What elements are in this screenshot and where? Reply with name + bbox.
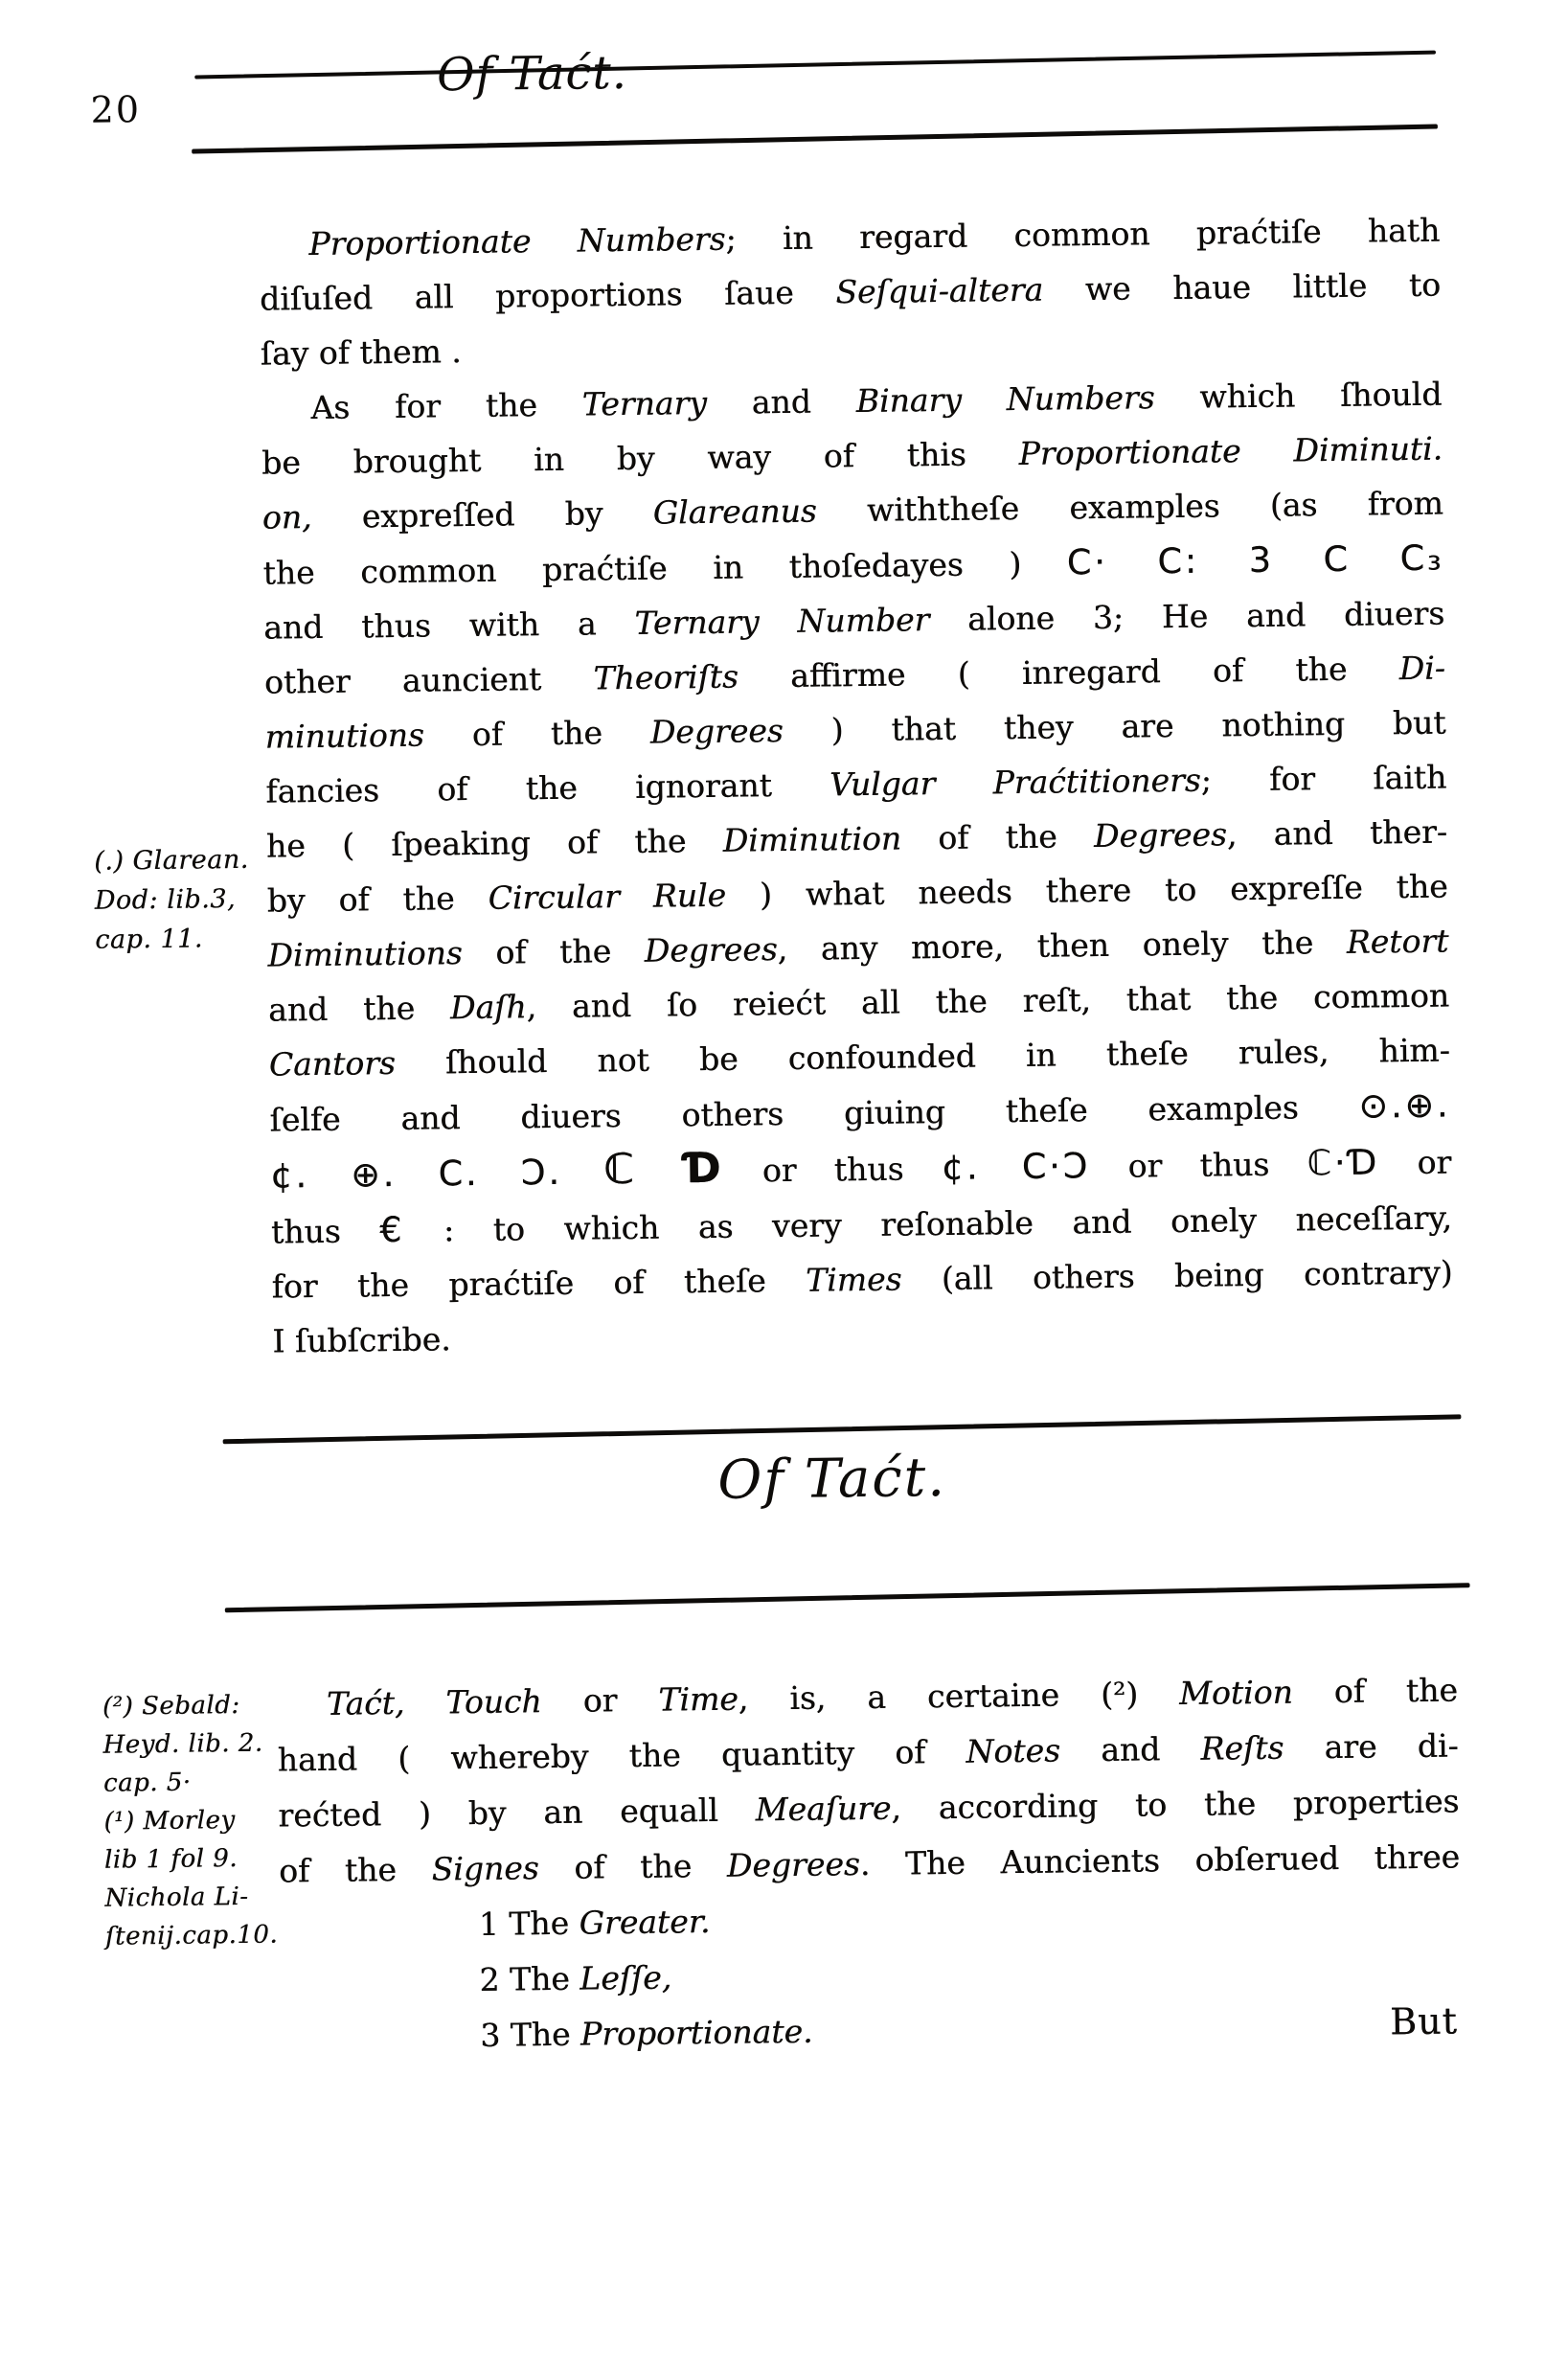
text-segment: , any more, then onely the — [777, 923, 1348, 969]
text-segment: Proportionate. — [579, 2012, 813, 2053]
text-segment: and — [1059, 1729, 1201, 1769]
margin-note-line: ſtenij.cap.10. — [104, 1920, 279, 1951]
text-segment: 2 The — [479, 1959, 580, 1998]
text-segment: he ( ſpeaking of the — [265, 821, 723, 865]
text-segment: Ternary Number — [634, 601, 930, 642]
text-segment: thus — [270, 1212, 380, 1251]
text-segment: and — [706, 382, 856, 422]
text-segment: Meaſure — [755, 1789, 892, 1829]
mensuration-symbols: ℂ Ɗ — [602, 1144, 725, 1195]
text-segment: minutions — [264, 716, 425, 756]
divider-rule-upper — [223, 1414, 1462, 1444]
catchword: But — [1389, 1999, 1459, 2043]
text-segment: Degrees — [644, 930, 778, 970]
text-segment: withtheſe examples (as from — [816, 484, 1444, 530]
text-segment: Degrees — [1093, 815, 1228, 856]
text-segment: alone 3; He and diuers — [929, 594, 1445, 639]
body-text-section-1 — [259, 203, 1454, 1369]
text-segment: Proportionate Numbers — [308, 219, 726, 263]
text-segment: ; in regard common praćtiſe hath — [725, 211, 1441, 258]
margin-note-line: Heyd. lib. 2. — [102, 1728, 263, 1760]
text-segment: or thus — [1089, 1145, 1307, 1186]
text-segment: Reſts — [1200, 1728, 1284, 1768]
text-segment: Times — [805, 1260, 902, 1299]
page-number: 20 — [90, 88, 142, 131]
margin-note-line: cap. 11. — [95, 924, 204, 955]
divider-rule-lower — [225, 1583, 1470, 1612]
text-segment: rećted ) by an equall — [278, 1791, 756, 1835]
text-segment: ; for ſaith — [1200, 758, 1447, 799]
text-segment: Signes — [431, 1849, 539, 1888]
text-segment: hand ( whereby the quantity of — [277, 1732, 966, 1779]
text-segment: ſay of them . — [260, 332, 462, 373]
text-segment: be brought in by way of this — [261, 434, 1019, 482]
text-segment: Diminution — [722, 819, 902, 859]
text-segment: ) that they are nothing but — [783, 703, 1446, 749]
text-segment: 1 The — [478, 1904, 579, 1943]
text-segment: which ſhould — [1154, 375, 1443, 417]
margin-note-line: lib 1 fol 9. — [103, 1844, 239, 1875]
text-segment: Glareanus — [652, 491, 817, 532]
text-segment: Notes — [966, 1731, 1061, 1770]
text-segment: ſelfe and diuers others giuing theſe examples — [269, 1087, 1359, 1139]
text-segment: Diminutions — [267, 934, 463, 974]
text-segment: Cantors — [268, 1043, 397, 1084]
text-segment: 3 The — [479, 2015, 581, 2054]
text-segment: Daſh — [449, 988, 527, 1027]
text-segment: ) what needs there to expreſſe the — [725, 867, 1448, 914]
text-segment: for the praćtiſe of theſe — [271, 1261, 807, 1306]
text-segment: of the — [278, 1850, 432, 1890]
margin-note-line: (²) Sebald: — [102, 1690, 240, 1722]
text-segment: fancies of the ignorant — [265, 765, 830, 810]
text-segment: : to which as very reſonable and onely neceſſary, — [404, 1198, 1453, 1249]
mensuration-symbols: ¢. ⊕. C. Ɔ. — [269, 1151, 604, 1197]
mensuration-symbols: ℂ·Ɗ — [1307, 1141, 1380, 1184]
text-segment: Degrees — [649, 711, 784, 751]
text-segment: I ſubſcribe. — [272, 1320, 451, 1360]
text-segment: Retort — [1346, 922, 1449, 961]
text-segment: Di- — [1398, 649, 1446, 688]
running-header: Of Taćt. — [436, 45, 628, 103]
text-segment: of the — [423, 713, 651, 754]
text-segment: Binary Numbers — [855, 378, 1155, 421]
mensuration-symbols: ¢. C·Ɔ — [941, 1145, 1091, 1189]
text-segment: on, — [261, 497, 312, 536]
text-segment: . The Auncients obſerued three — [859, 1837, 1461, 1883]
text-segment: the common praćtiſe in thoſedayes ) — [262, 544, 1068, 592]
text-segment: affirme ( inregard of the — [738, 650, 1399, 696]
margin-note-line: Nichola Li- — [104, 1882, 249, 1913]
text-segment: of the — [538, 1846, 728, 1887]
text-segment: (all others being contrary) — [901, 1253, 1453, 1298]
text-segment: Time — [658, 1679, 739, 1719]
text-segment: , is, a certaine (²) — [738, 1675, 1180, 1718]
text-segment: ſhould not be confounded in theſe rules, him- — [395, 1031, 1450, 1082]
text-segment: Proportionate Diminuti. — [1018, 429, 1443, 472]
text-segment: and the — [267, 989, 451, 1029]
mensuration-symbols: ⊙.⊕. — [1358, 1084, 1451, 1127]
mensuration-symbols: C⋅ C: 3 C C₃ — [1066, 536, 1444, 583]
margin-note-line: (¹) Morley — [103, 1806, 236, 1837]
body-text-section-2 — [277, 1662, 1463, 2065]
text-segment: we haue little to — [1042, 265, 1442, 308]
text-segment: or thus — [724, 1150, 943, 1190]
text-segment: and thus with a — [263, 604, 635, 647]
text-segment: Degrees — [726, 1845, 861, 1884]
margin-note-line: Dod: lib.3, — [94, 883, 237, 916]
header-rule — [192, 124, 1438, 153]
text-segment: Ternary — [581, 383, 708, 423]
text-segment: or — [1378, 1143, 1452, 1182]
margin-note-line: (.) Glarean. — [94, 844, 249, 877]
top-rule — [194, 51, 1436, 80]
margin-note-line: cap. 5· — [102, 1768, 192, 1798]
text-segment: Seſqui-altera — [835, 270, 1044, 311]
text-segment: Circular Rule — [488, 876, 727, 917]
text-segment: expreſſed by — [311, 493, 653, 536]
text-segment: diſuſed all proportions ſaue — [259, 273, 836, 318]
mensuration-symbols: € — [379, 1208, 405, 1251]
text-segment: of the — [1292, 1671, 1459, 1711]
text-segment: Motion — [1178, 1673, 1293, 1713]
text-segment: , and ther- — [1226, 812, 1448, 854]
text-segment: of the — [462, 931, 646, 972]
text-segment: by of the — [266, 878, 489, 920]
text-segment: other auncient — [263, 659, 594, 701]
text-segment: of the — [900, 817, 1095, 857]
text-segment: Vulgar Praćtitioners — [829, 761, 1201, 804]
section-heading: Of Taćt. — [717, 1446, 947, 1512]
text-segment: , according to the properties — [891, 1782, 1460, 1827]
text-segment: As for the — [310, 385, 583, 426]
text-segment: or — [541, 1680, 659, 1721]
text-segment: Greater. — [579, 1903, 711, 1942]
text-segment: are di- — [1284, 1726, 1459, 1767]
text-segment: , and ſo reiećt all the reſt, that the common — [526, 976, 1450, 1026]
text-segment: Theoriſts — [593, 657, 739, 697]
text-segment: Leſſe, — [579, 1958, 672, 1997]
text-segment: Taćt, Touch — [326, 1682, 542, 1723]
